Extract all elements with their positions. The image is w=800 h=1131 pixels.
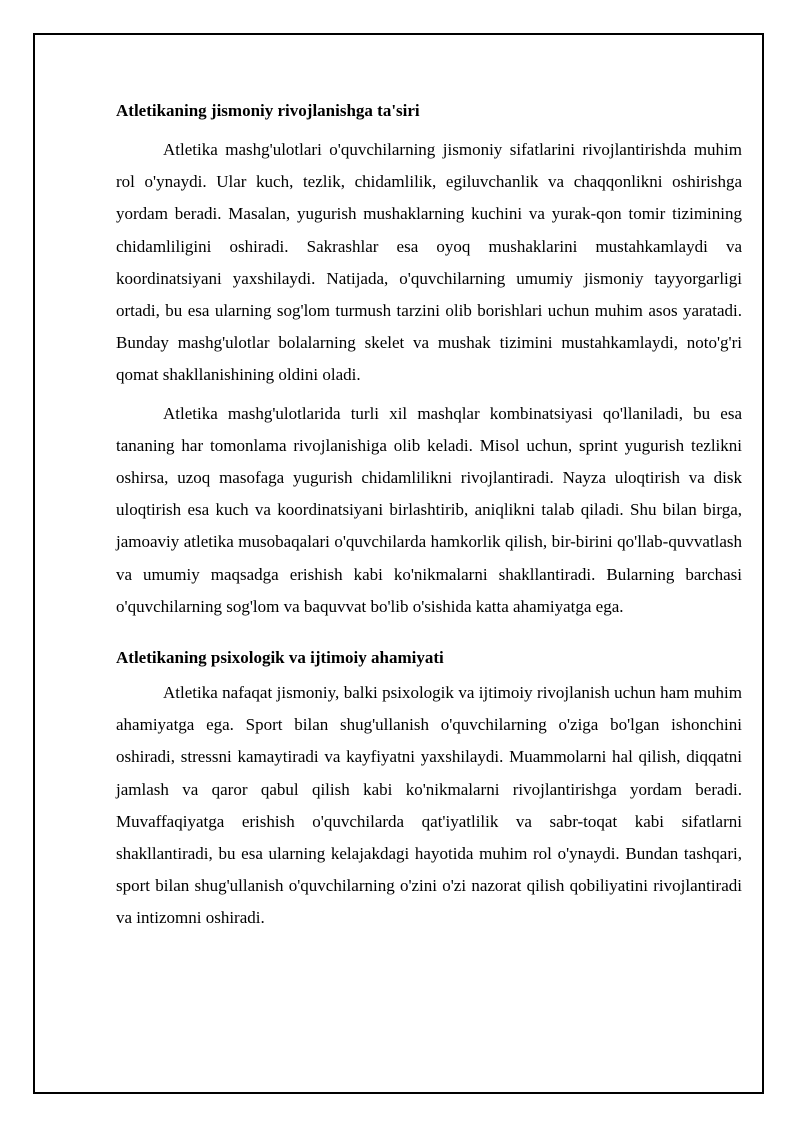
paragraph-physical-qualities: Atletika mashg'ulotlari o'quvchilarning jismoniy sifatlarini rivojlantirishda muhim rol o'ynaydi. Ular kuch, tezlik, chidamlilik, egiluvchanlik va chaqqonlikni oshirishga yordam beradi. Masalan, yugurish mushaklarning kuchini va yurak-qon tomir tizimining chidamliligini oshiradi. Sakrashlar esa oyoq mushaklarini mustahkamlaydi va koordinatsiyani yaxshilaydi. Natijada, o'quvchilarning umumiy jismoniy tayyorgarligi ortadi, bu esa ularning sog'lom turmush tarzini olib borishlari uchun muhim asos yaratadi. Bunday mashg'ulotlar bolalarning skelet va mushak tizimini mustahkamlaydi, noto'g'ri qomat shakllanishining oldini oladi. bbox=[116, 140, 742, 385]
document-body bbox=[116, 98, 742, 935]
section-heading-psychological-social: Atletikaning psixologik va ijtimoiy ahamiyati bbox=[116, 648, 444, 668]
paragraph-psychological-benefits: Atletika nafaqat jismoniy, balki psixologik va ijtimoiy rivojlanish uchun ham muhim ahamiyatga ega. Sport bilan shug'ullanish o'quvchilarning o'ziga bo'lgan ishonchini oshiradi, stressni kamaytiradi va kayfiyatni yaxshilaydi. Muammolarni hal qilish, diqqatni jamlash va qaror qabul qilish kabi ko'nikmalarni rivojlantirishga yordam beradi. Muvaffaqiyatga erishish o'quvchilarda qat'iyatlilik va sabr-toqat kabi sifatlarni shakllantiradi, bu esa ularning kelajakdagi hayotida muhim rol o'ynaydi. Bundan tashqari, sport bilan shug'ullanish o'quvchilarning o'zini o'zi nazorat qilish qobiliyatini rivojlantiradi va intizomni oshiradi. bbox=[116, 683, 742, 928]
paragraph-exercise-combination: Atletika mashg'ulotlarida turli xil mashqlar kombinatsiyasi qo'llaniladi, bu esa tananing har tomonlama rivojlanishiga olib keladi. Misol uchun, sprint yugurish tezlikni oshirsa, uzoq masofaga yugurish chidamlilikni rivojlantiradi. Nayza uloqtirish va disk uloqtirish esa kuch va koordinatsiyani birlashtirib, aniqlikni talab qiladi. Shu bilan birga, jamoaviy atletika musobaqalari o'quvchilarda hamkorlik qilish, bir-birini qo'llab-quvvatlash va umumiy maqsadga erishish kabi ko'nikmalarni shakllantiradi. Bularning barchasi o'quvchilarning sog'lom va baquvvat bo'lib o'sishida katta ahamiyatga ega. bbox=[116, 403, 742, 616]
section-heading-physical-development: Atletikaning jismoniy rivojlanishga ta'siri bbox=[116, 101, 420, 120]
